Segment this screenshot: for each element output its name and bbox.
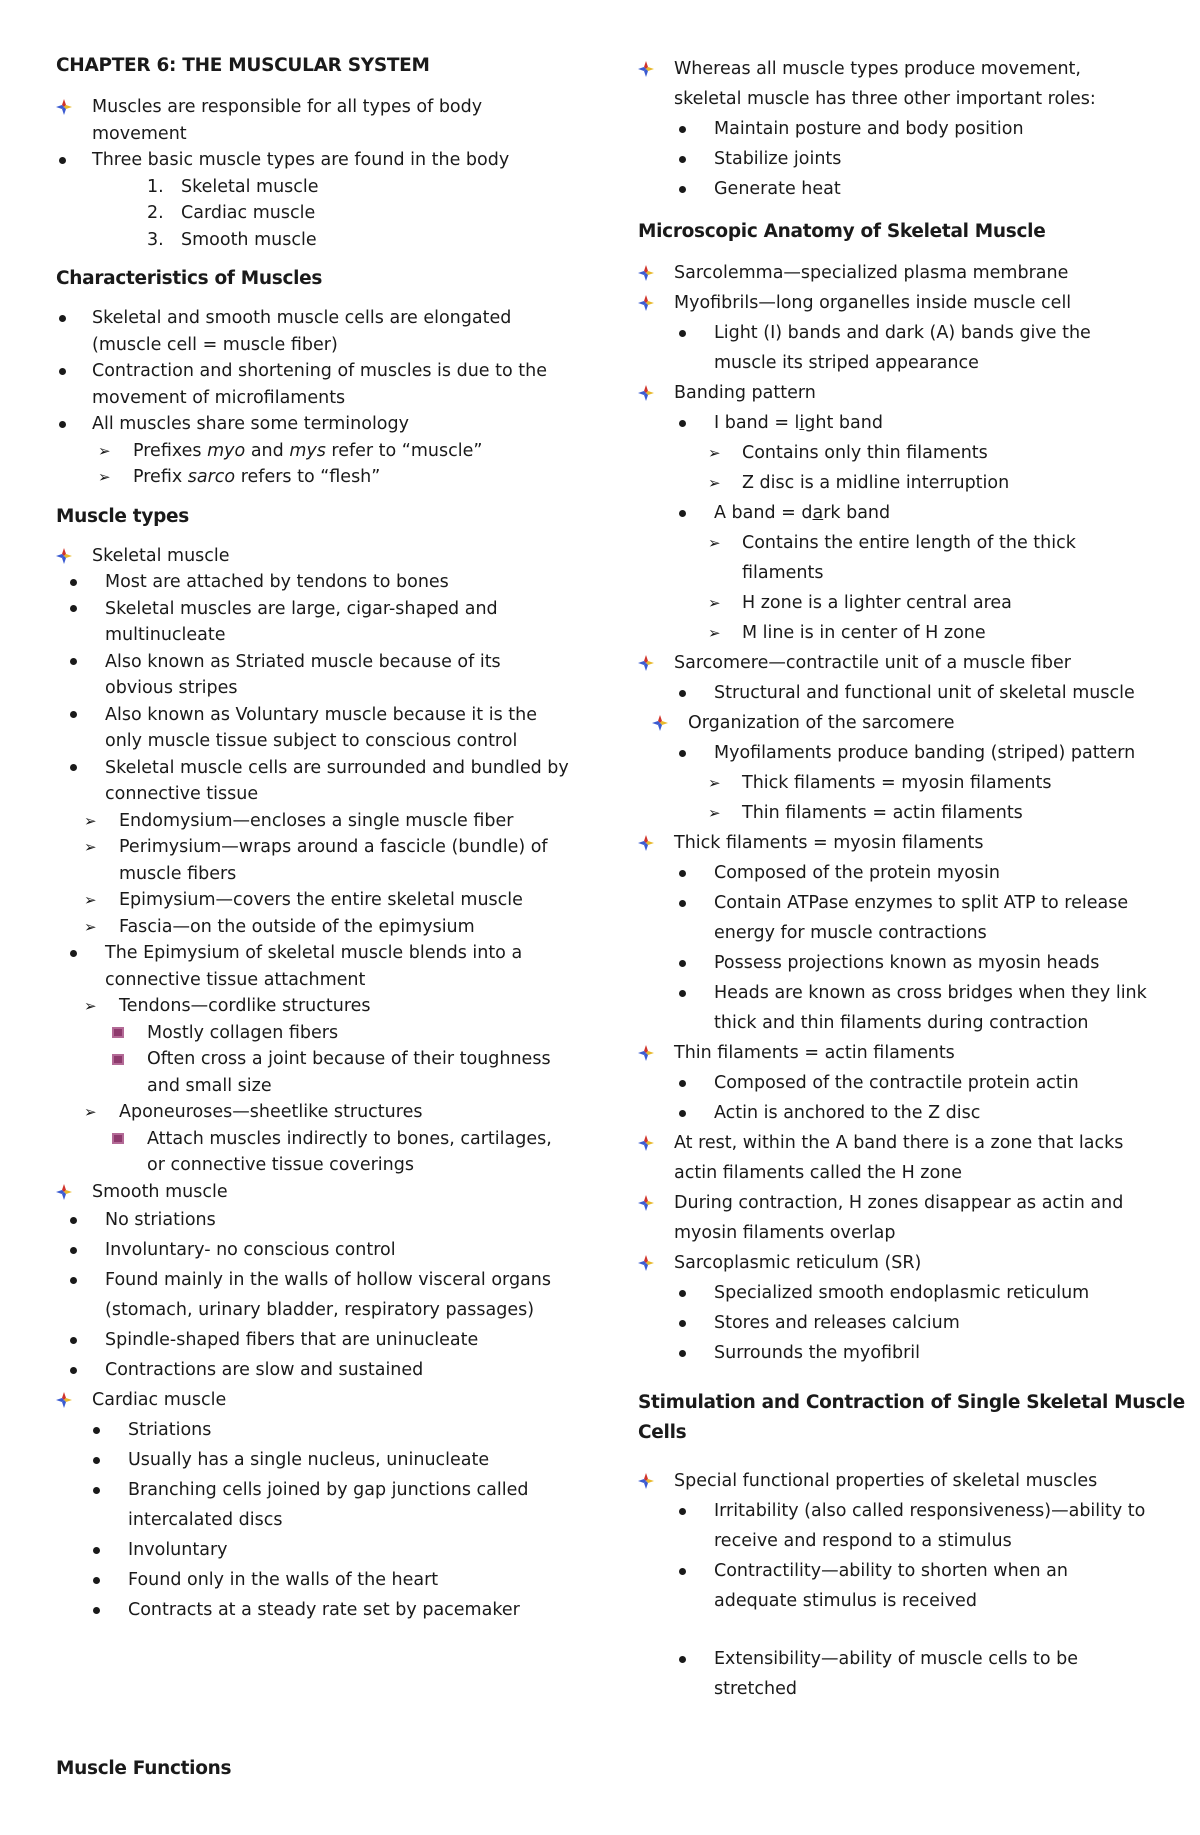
list-item: Found only in the walls of the heart	[56, 1565, 596, 1595]
list-item: Extensibility—ability of muscle cells to be	[638, 1644, 1158, 1674]
square-bullet-icon	[112, 1046, 124, 1073]
list-item: ➢ Endomysium—encloses a single muscle fiber	[56, 808, 596, 835]
bullet-dot-icon	[676, 408, 686, 438]
list-item: Myofibrils—long organelles inside muscle cell	[638, 288, 1158, 318]
arrow-bullet-icon: ➢	[708, 804, 721, 822]
bullet-dot-icon	[676, 1098, 686, 1128]
list-item: The Epimysium of skeletal muscle blends into a	[56, 940, 596, 967]
diamond-bullet-icon	[638, 288, 654, 318]
bullet-dot-icon	[90, 1535, 100, 1565]
arrow-bullet-icon: ➢	[708, 534, 721, 552]
diamond-bullet-icon	[638, 54, 654, 84]
arrow-bullet-icon: ➢	[84, 997, 97, 1015]
bullet-dot-icon	[56, 411, 66, 438]
bullet-dot-icon	[676, 1496, 686, 1526]
bullet-dot-icon	[67, 1355, 77, 1385]
list-item: ➢ Fascia—on the outside of the epimysium	[56, 914, 596, 941]
diamond-bullet-icon	[56, 1385, 72, 1415]
list-item: Attach muscles indirectly to bones, cartilages,	[56, 1126, 596, 1153]
bullet-dot-icon	[676, 1338, 686, 1368]
list-item: Striations	[56, 1415, 596, 1445]
list-item: 1. Skeletal muscle	[147, 176, 319, 197]
bullet-dot-icon	[676, 498, 686, 528]
list-item: Sarcoplasmic reticulum (SR)	[638, 1248, 1158, 1278]
list-item: Also known as Striated muscle because of its	[56, 649, 596, 676]
list-item: Contracts at a steady rate set by pacemaker	[56, 1595, 596, 1625]
bullet-dot-icon	[676, 678, 686, 708]
list-item: ➢ Aponeuroses—sheetlike structures	[56, 1099, 596, 1126]
list-item: Stabilize joints	[638, 144, 1158, 174]
list-item: Skeletal and smooth muscle cells are elongated	[56, 305, 596, 332]
bullet-dot-icon	[676, 1556, 686, 1586]
list-item: Composed of the contractile protein actin	[638, 1068, 1158, 1098]
list-item: Thick filaments = myosin filaments	[638, 828, 1158, 858]
list-item: Thin filaments = actin filaments	[638, 1038, 1158, 1068]
diamond-bullet-icon	[56, 94, 72, 121]
list-item: ➢ Z disc is a midline interruption	[638, 468, 1158, 498]
bullet-dot-icon	[676, 858, 686, 888]
bullet-dot-icon	[90, 1565, 100, 1595]
list-item: 2. Cardiac muscle	[147, 203, 316, 223]
list-item: Banding pattern	[638, 378, 1158, 408]
list-item: Structural and functional unit of skeletal muscle	[638, 678, 1158, 708]
list-item: Three basic muscle types are found in the body	[56, 147, 596, 174]
list-item: Branching cells joined by gap junctions called	[56, 1475, 596, 1505]
arrow-bullet-icon: ➢	[84, 891, 97, 909]
list-item: Generate heat	[638, 174, 1158, 204]
list-item: Spindle-shaped fibers that are uninucleate	[56, 1325, 596, 1355]
diamond-bullet-icon	[638, 258, 654, 288]
list-item: Surrounds the myofibril	[638, 1338, 1158, 1368]
list-item: Skeletal muscles are large, cigar-shaped and	[56, 596, 596, 623]
list-item: 3. Smooth muscle	[147, 229, 317, 250]
list-item: Maintain posture and body position	[638, 114, 1158, 144]
list-item: All muscles share some terminology	[56, 411, 596, 438]
list-item: Involuntary	[56, 1535, 596, 1565]
section-heading: Stimulation and Contraction of Single Skeletal Muscle	[638, 1392, 1185, 1413]
list-item: ➢ M line is in center of H zone	[638, 618, 1158, 648]
diamond-bullet-icon	[638, 1128, 654, 1158]
list-item: I band = light band	[638, 408, 1158, 438]
diamond-bullet-icon	[638, 1038, 654, 1068]
bullet-dot-icon	[676, 114, 686, 144]
bullet-dot-icon	[56, 358, 66, 385]
list-item: Irritability (also called responsiveness)—ability to	[638, 1496, 1158, 1526]
list-item: ➢ Thin filaments = actin filaments	[638, 798, 1158, 828]
arrow-bullet-icon: ➢	[84, 811, 97, 830]
bullet-dot-icon	[67, 1205, 77, 1235]
list-item: ➢ Thick filaments = myosin filaments	[638, 768, 1158, 798]
arrow-bullet-icon: ➢	[708, 774, 721, 792]
arrow-bullet-icon: ➢	[84, 917, 97, 936]
diamond-bullet-icon	[638, 828, 654, 858]
list-item: Whereas all muscle types produce movement,	[638, 54, 1158, 84]
diamond-bullet-icon	[638, 648, 654, 678]
list-item: ➢ Epimysium—covers the entire skeletal muscle	[56, 887, 596, 914]
bullet-dot-icon	[90, 1445, 100, 1475]
list-item: ➢ H zone is a lighter central area	[638, 588, 1158, 618]
bullet-dot-icon	[67, 596, 77, 623]
list-item: Light (I) bands and dark (A) bands give the	[638, 318, 1158, 348]
list-item: Involuntary- no conscious control	[56, 1235, 596, 1265]
bullet-dot-icon	[90, 1475, 100, 1505]
bullet-dot-icon	[67, 1235, 77, 1265]
list-item: Often cross a joint because of their toughness	[56, 1046, 596, 1073]
square-bullet-icon	[112, 1126, 124, 1153]
list-item: At rest, within the A band there is a zone that lacks	[638, 1128, 1158, 1158]
bullet-dot-icon	[676, 888, 686, 918]
list-item: Skeletal muscle cells are surrounded and bundled by	[56, 755, 596, 782]
list-item: ➢ Contains only thin filaments	[638, 438, 1158, 468]
diamond-bullet-icon	[638, 1466, 654, 1496]
list-item: Usually has a single nucleus, uninucleate	[56, 1445, 596, 1475]
right-column: Whereas all muscle types produce movement, skeletal muscle has three other important roles: Maintain posture and body position Stabilize joints Generate heat Microscopic Anatomy of Skeletal Muscle Sarcolemma—specialized plasma membrane Myofibrils—long organelles inside muscle cell Light (I) bands and dark (A) bands give the muscle its striped appearance Banding pattern I band = light band ➢ Contains only thin filaments ➢ Z disc is a midline interruption A band = dark band ➢ Contains the entire length of the thick filaments ➢ H zone is a lighter central area ➢ M line is in center of H zone Sarcomere—contractile unit of a muscle fiber Structural and functional unit of skeletal muscle Organization of the sarcomere Myofilaments produce banding (striped) pattern ➢ Thick filaments = myosin filaments ➢ Thin filaments = actin filaments Thick filaments = myosin filaments Composed of the protein myosin Contain ATPase enzymes to split ATP to release energy for muscle contractions Possess projections known as myosin heads Heads are known as cross bridges when they link thick and thin filaments during contraction Thin filaments = actin filaments Composed of the contractile protein actin Actin is anchored to the Z disc At rest, within the A band there is a zone that lacks actin filaments called the H zone During contraction, H zones disappear as actin and myosin filaments overlap Sarcoplasmic reticulum (SR) Specialized smooth endoplasmic reticulum Stores and releases calcium Surrounds the myofibril Stimulation and Contraction of Single Skeletal Muscle Cells Special functional properties of skeletal muscles Irritability (also called responsiveness)—ability to receive and respond to a stimulus Contractility—ability to shorten when an adequate stimulus is received Extensibility—ability of muscle cells to be stretched	[638, 54, 1158, 1704]
list-item: Skeletal muscle	[56, 543, 596, 570]
left-column: CHAPTER 6: THE MUSCULAR SYSTEM Muscles are responsible for all types of body movement Three basic muscle types are found in the body 1. Skeletal muscle 2. Cardiac muscle 3. Smooth muscle Characteristics of Muscles Skeletal and smooth muscle cells are elongated (muscle cell = muscle fiber) Contraction and shortening of muscles is due to the movement of microfilaments All muscles share some terminology ➢ Prefixes myo and mys refer to “muscle” ➢ Prefix sarco refers to “flesh” Muscle types Skeletal muscle Most are attached by tendons to bones Skeletal muscles are large, cigar-shaped and multinucleate Also known as Striated muscle because of its obvious stripes Also known as Voluntary muscle because it is the only muscle tissue subject to conscious control Skeletal muscle cells are surrounded and bundled by connective tissue ➢ Endomysium—encloses a single muscle fiber ➢ Perimysium—wraps around a fascicle (bundle) of muscle fibers ➢ Epimysium—covers the entire skeletal muscle ➢ Fascia—on the outside of the epimysium The Epimysium of skeletal muscle blends into a connective tissue attachment ➢ Tendons—cordlike structures Mostly collagen fibers Often cross a joint because of their toughness and small size ➢ Aponeuroses—sheetlike structures Attach muscles indirectly to bones, cartilages, or connective tissue coverings Smooth muscle No striations Involuntary- no conscious control Found mainly in the walls of hollow visceral organs (stomach, urinary bladder, respiratory passages) Spindle-shaped fibers that are uninucleate Contractions are slow and sustained Cardiac muscle Striations Usually has a single nucleus, uninucleate Branching cells joined by gap junctions called intercalated discs Involuntary Found only in the walls of the heart Contracts at a steady rate set by pacemaker	[56, 52, 596, 1625]
list-item: ➢ Prefixes myo and mys refer to “muscle”	[56, 438, 596, 465]
list-item: Contain ATPase enzymes to split ATP to release	[638, 888, 1158, 918]
list-item: ➢ Prefix sarco refers to “flesh”	[56, 464, 596, 491]
diamond-bullet-icon	[638, 378, 654, 408]
section-heading: Cells	[638, 1422, 687, 1443]
list-item: Actin is anchored to the Z disc	[638, 1098, 1158, 1128]
bullet-dot-icon	[676, 144, 686, 174]
arrow-bullet-icon: ➢	[98, 468, 111, 486]
list-item: Organization of the sarcomere	[638, 708, 1158, 738]
bullet-dot-icon	[56, 305, 66, 332]
section-heading: Muscle types	[56, 505, 189, 527]
bullet-dot-icon	[90, 1415, 100, 1445]
bullet-dot-icon	[67, 940, 77, 967]
arrow-bullet-icon: ➢	[708, 444, 721, 462]
list-item: Cardiac muscle	[56, 1385, 596, 1415]
list-item: ➢ Tendons—cordlike structures	[56, 993, 596, 1020]
list-item: ➢ Contains the entire length of the thick	[638, 528, 1158, 558]
bullet-dot-icon	[676, 978, 686, 1008]
list-item: Composed of the protein myosin	[638, 858, 1158, 888]
bullet-dot-icon	[56, 147, 66, 174]
bullet-dot-icon	[676, 738, 686, 768]
diamond-bullet-icon	[638, 1188, 654, 1218]
bullet-dot-icon	[90, 1595, 100, 1625]
list-item: Contractions are slow and sustained	[56, 1355, 596, 1385]
square-bullet-icon	[112, 1020, 124, 1047]
diamond-bullet-icon	[56, 1179, 72, 1206]
bullet-dot-icon	[67, 1265, 77, 1295]
arrow-bullet-icon: ➢	[708, 594, 721, 612]
bullet-dot-icon	[676, 1068, 686, 1098]
bullet-dot-icon	[676, 1644, 686, 1674]
section-heading: Muscle Functions	[56, 1758, 232, 1779]
diamond-bullet-icon	[652, 708, 668, 738]
list-item: ➢ Perimysium—wraps around a fascicle (bundle) of	[56, 834, 596, 861]
bullet-dot-icon	[676, 174, 686, 204]
list-item: Also known as Voluntary muscle because it is the	[56, 702, 596, 729]
arrow-bullet-icon: ➢	[708, 474, 721, 492]
bullet-dot-icon	[67, 755, 77, 782]
diamond-bullet-icon	[638, 1248, 654, 1278]
list-item: Most are attached by tendons to bones	[56, 569, 596, 596]
bullet-dot-icon	[67, 649, 77, 676]
list-item: Possess projections known as myosin heads	[638, 948, 1158, 978]
arrow-bullet-icon: ➢	[98, 441, 111, 460]
list-item: Stores and releases calcium	[638, 1308, 1158, 1338]
chapter-title: CHAPTER 6: THE MUSCULAR SYSTEM	[56, 55, 430, 76]
list-item: During contraction, H zones disappear as actin and	[638, 1188, 1158, 1218]
section-heading: Microscopic Anatomy of Skeletal Muscle	[638, 221, 1046, 242]
bullet-dot-icon	[67, 1325, 77, 1355]
list-item: No striations	[56, 1205, 596, 1235]
bullet-dot-icon	[67, 569, 77, 596]
list-item: Contraction and shortening of muscles is due to the	[56, 358, 596, 385]
arrow-bullet-icon: ➢	[84, 1103, 97, 1121]
bullet-dot-icon	[676, 318, 686, 348]
list-item: Mostly collagen fibers	[56, 1020, 596, 1047]
list-item: A band = dark band	[638, 498, 1158, 528]
list-item: Contractility—ability to shorten when an	[638, 1556, 1158, 1586]
bullet-dot-icon	[67, 702, 77, 729]
bullet-dot-icon	[676, 1278, 686, 1308]
section-heading: Characteristics of Muscles	[56, 268, 323, 289]
list-item: Muscles are responsible for all types of body	[56, 94, 596, 121]
list-item: Specialized smooth endoplasmic reticulum	[638, 1278, 1158, 1308]
list-item: Smooth muscle	[56, 1179, 596, 1206]
list-item: Found mainly in the walls of hollow visceral organs	[56, 1265, 596, 1295]
arrow-bullet-icon: ➢	[84, 838, 97, 856]
bullet-dot-icon	[676, 1308, 686, 1338]
list-item: Myofilaments produce banding (striped) pattern	[638, 738, 1158, 768]
diamond-bullet-icon	[56, 543, 72, 570]
list-item: Sarcolemma—specialized plasma membrane	[638, 258, 1158, 288]
list-item: Heads are known as cross bridges when they link	[638, 978, 1158, 1008]
list-item: Special functional properties of skeletal muscles	[638, 1466, 1158, 1496]
list-item: Sarcomere—contractile unit of a muscle fiber	[638, 648, 1158, 678]
arrow-bullet-icon: ➢	[708, 624, 721, 642]
bullet-dot-icon	[676, 948, 686, 978]
